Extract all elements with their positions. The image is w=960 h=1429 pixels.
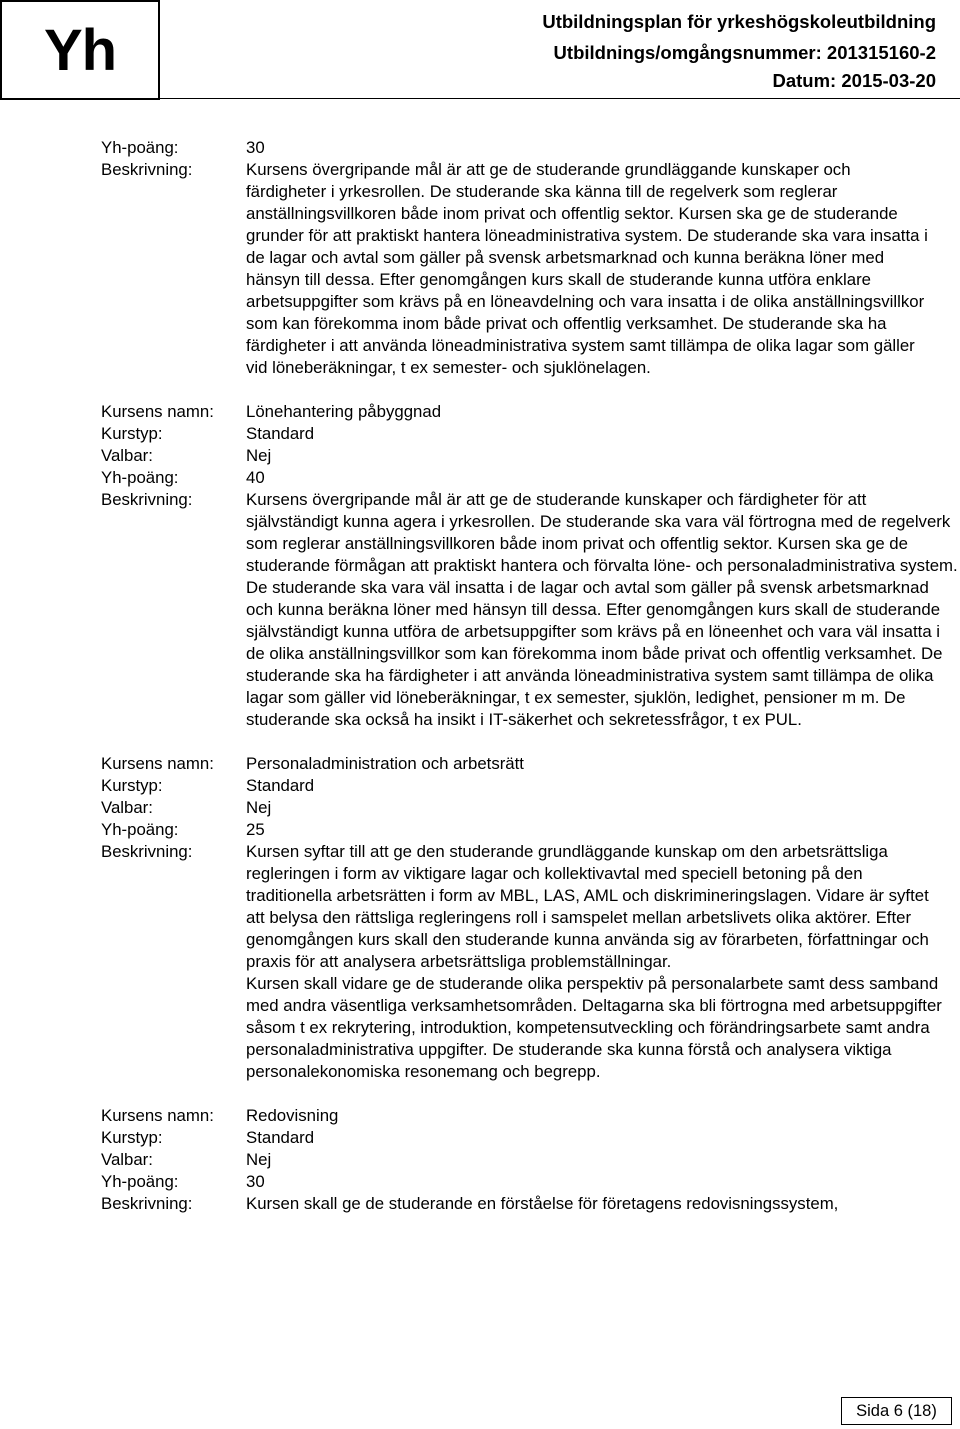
course-optional: Nej xyxy=(246,446,272,465)
points-row xyxy=(101,1171,959,1193)
program-number: Utbildnings/omgångsnummer: 201315160-2 xyxy=(553,42,936,63)
header-divider xyxy=(0,98,960,99)
logo-text: Yh xyxy=(43,17,117,83)
points-value: 25 xyxy=(246,820,265,839)
type-row xyxy=(101,775,959,797)
course-block xyxy=(101,401,959,731)
course-block xyxy=(101,137,959,379)
name-label: Kursens namn: xyxy=(101,754,214,773)
description-paragraph: Kursen skall vidare ge de studerande olika perspektiv på personalarbete samt dess samband med andra väsentliga verksamhetsområden. Deltagarna ska bli förtrogna med arbetsuppgifter såsom t ex rekrytering, introduktion, kompetensutveckling och förändringsarbete samt andra personaladministrativa uppgifter. De studerande ska kunna förstå och analysera viktiga personalekonomiska resonemang och begrepp. xyxy=(246,974,942,1081)
optional-row xyxy=(101,1149,959,1171)
points-row xyxy=(101,819,959,841)
type-label: Kurstyp: xyxy=(101,776,163,795)
name-row xyxy=(101,1105,959,1127)
description-text: Kursens övergripande mål är att ge de studerande kunskaper och färdigheter för att självständigt kunna agera i yrkesrollen. De studerande ska vara väl förtrogna med de regelverk som reglerar anställningsvillkoren både inom privat och offentlig sektor. Kursen ska ge de studerande förmågan att praktiskt hantera och förvalta löne- och personaladministrativa system. De studerande ska vara väl insatta i de lagar och avtal som gäller på svensk arbetsmarknad och kunna beräkna löner med hänsyn till dessa. Efter genomgången kurs skall de studerande självständigt kunna utföra de arbetsuppgifter som krävs på en löneenhet och vara väl insatta i de olika anställningsvillkor som kan förekomma inom både privat och offentlig verksamhet. De studerande ska ha färdigheter i att använda löneadministrativa system samt tillämpa de olika lagar som gäller vid löneberäkningar, t ex semester, sjuklön, ledighet, pensioner m m. De studerande ska också ha insikt i IT-säkerhet och sekretessfrågor, t ex PUL. xyxy=(246,490,958,729)
description-label: Beskrivning: xyxy=(101,490,193,509)
page-number: Sida 6 (18) xyxy=(841,1397,952,1425)
points-label: Yh-poäng: xyxy=(101,138,179,157)
course-block xyxy=(101,753,959,1083)
description-row xyxy=(101,1193,959,1215)
optional-row xyxy=(101,445,959,467)
course-list xyxy=(101,137,959,1237)
points-label: Yh-poäng: xyxy=(101,468,179,487)
name-row xyxy=(101,401,959,423)
description-row xyxy=(101,489,959,731)
type-row xyxy=(101,1127,959,1149)
optional-label: Valbar: xyxy=(101,446,153,465)
optional-row xyxy=(101,797,959,819)
document-title: Utbildningsplan för yrkeshögskoleutbildning xyxy=(542,11,936,32)
type-label: Kurstyp: xyxy=(101,1128,163,1147)
course-name: Personaladministration och arbetsrätt xyxy=(246,754,524,773)
points-label: Yh-poäng: xyxy=(101,1172,179,1191)
points-value: 40 xyxy=(246,468,265,487)
type-row xyxy=(101,423,959,445)
document-date: Datum: 2015-03-20 xyxy=(772,70,936,91)
points-label: Yh-poäng: xyxy=(101,820,179,839)
name-row xyxy=(101,753,959,775)
description-label: Beskrivning: xyxy=(101,842,193,861)
course-type: Standard xyxy=(246,1128,315,1147)
description-label: Beskrivning: xyxy=(101,160,193,179)
description-text: Kursen skall ge de studerande en förståelse för företagens redovisningssystem, xyxy=(246,1194,839,1213)
yh-logo xyxy=(0,0,160,100)
points-value: 30 xyxy=(246,138,265,157)
description-text: Kursens övergripande mål är att ge de studerande grundläggande kunskaper och färdigheter i yrkesrollen. De studerande ska känna till de regelverk som reglerar anställningsvillkoren både inom privat och offentlig sektor. Kursen ska ge de studerande grunder för att praktiskt hantera löneadministrativa system. De studerande ska vara insatta i de lagar och avtal som gäller på svensk arbetsmarknad och kunna beräkna löner med hänsyn till dessa. Efter genomgången kurs skall de studerande kunna utföra enklare arbetsuppgifter som krävs på en löneavdelning och vara insatta i de olika anställningsvillkor som kan förekomma inom både privat och offentlig verksamhet. De studerande ska ha färdigheter i att använda löneadministrativa system samt tillämpa de olika lagar som gäller vid löneberäkningar, t ex semester- och sjuklönelagen. xyxy=(246,160,928,377)
description-row xyxy=(101,841,959,1083)
course-name: Redovisning xyxy=(246,1106,339,1125)
course-block xyxy=(101,1105,959,1215)
optional-label: Valbar: xyxy=(101,798,153,817)
points-value: 30 xyxy=(246,1172,265,1191)
description-body xyxy=(246,841,949,1083)
description-row xyxy=(101,159,959,379)
name-label: Kursens namn: xyxy=(101,402,214,421)
description-paragraph: Kursen syftar till att ge den studerande grundläggande kunskap om den arbetsrättsliga regleringen i form av viktigare lagar och kollektivavtal med speciell betoning på den traditionella arbetsrätten i form av MBL, LAS, AML och diskrimineringslagen. Vidare är syftet att belysa den rättsliga regleringens roll i samspelet mellan arbetslivets olika aktörer. Efter genomgången kurs skall den studerande kunna använda sig av förarbeten, författningar och praxis för att analysera arbetsrättsliga problemställningar. xyxy=(246,842,929,971)
course-type: Standard xyxy=(246,424,315,443)
course-optional: Nej xyxy=(246,1150,272,1169)
course-name: Lönehantering påbyggnad xyxy=(246,402,442,421)
optional-label: Valbar: xyxy=(101,1150,153,1169)
points-row xyxy=(101,137,959,159)
type-label: Kurstyp: xyxy=(101,424,163,443)
name-label: Kursens namn: xyxy=(101,1106,214,1125)
course-optional: Nej xyxy=(246,798,272,817)
points-row xyxy=(101,467,959,489)
course-type: Standard xyxy=(246,776,315,795)
description-label: Beskrivning: xyxy=(101,1194,193,1213)
